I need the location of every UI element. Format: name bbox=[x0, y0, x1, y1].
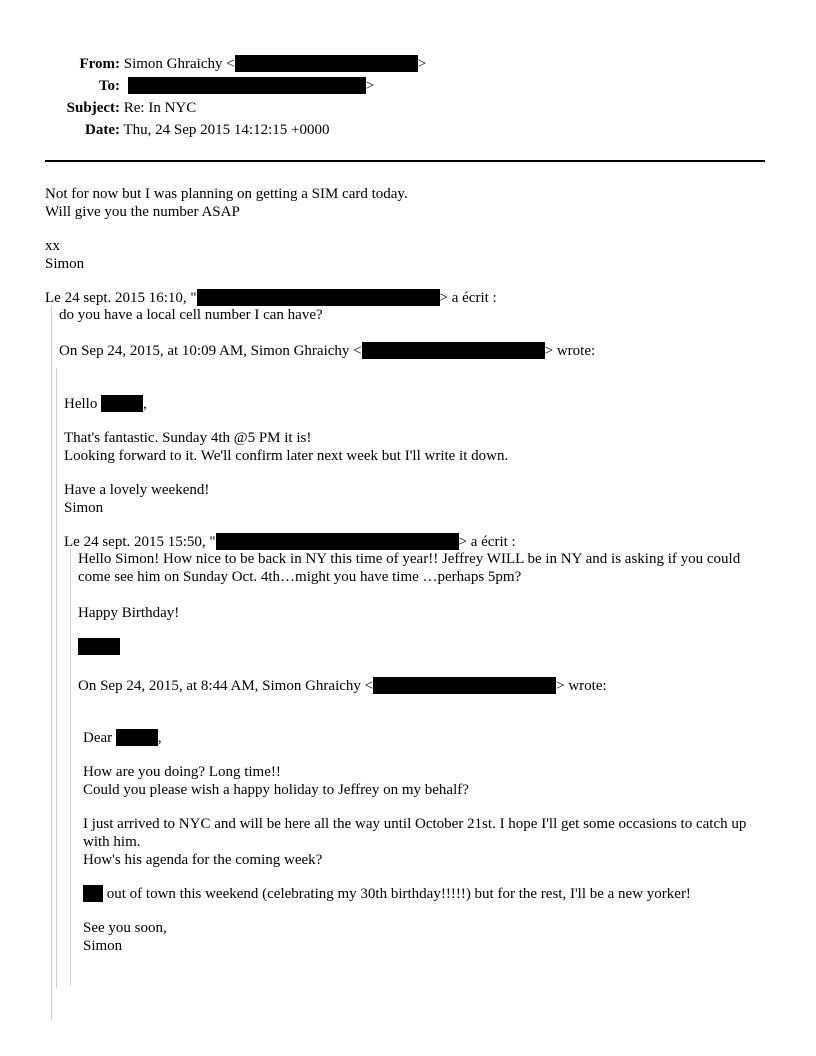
redacted-signature-name bbox=[78, 638, 120, 655]
quote-4-line-2: Could you please wish a happy holiday to Jeffrey on my behalf? bbox=[83, 782, 469, 798]
redacted-recipient-name-2 bbox=[116, 729, 158, 746]
quote-4-line-1: How are you doing? Long time!! bbox=[83, 764, 281, 780]
quote-3-happy-birthday: Happy Birthday! bbox=[78, 605, 180, 621]
quote-3-wrote-prefix: On Sep 24, 2015, at 8:44 AM, Simon Ghraichy < bbox=[78, 678, 374, 694]
quote-4-dear-word: Dear bbox=[83, 730, 113, 746]
date-text: Thu, 24 Sep 2015 14:12:15 +0000 bbox=[123, 122, 330, 138]
subject-text: Re: In NYC bbox=[123, 100, 197, 116]
redacted-from-email bbox=[235, 55, 418, 72]
quote-1-wrote bbox=[59, 342, 595, 360]
redacted-simon-email-2 bbox=[373, 677, 556, 694]
from-row bbox=[45, 55, 426, 73]
quote-1-body: do you have a local cell number I can have? bbox=[59, 307, 323, 323]
quote-1-bar bbox=[51, 306, 52, 1020]
to-row bbox=[45, 77, 374, 95]
reply-line-2: Will give you the number ASAP bbox=[45, 204, 240, 220]
quote-3-wrote-suffix: > wrote: bbox=[556, 678, 607, 694]
quote-3-paragraph-1: Hello Simon! How nice to be back in NY this time of year!! Jeffrey WILL be in NY and is asking if you could come see him on Sunday Oct. 4th…might you have time …perhaps 5pm? bbox=[78, 551, 741, 585]
quote-2-attribution-prefix: Le 24 sept. 2015 15:50, " bbox=[64, 534, 216, 550]
redacted-simon-email-1 bbox=[362, 342, 545, 359]
subject-row bbox=[45, 99, 196, 117]
quote-1-attribution bbox=[45, 289, 497, 307]
quote-1-wrote-prefix: On Sep 24, 2015, at 10:09 AM, Simon Ghraichy < bbox=[59, 343, 362, 359]
quote-3-bar bbox=[70, 550, 71, 986]
quote-2-attribution-suffix: > a écrit : bbox=[458, 534, 516, 550]
subject-label: Subject: bbox=[66, 100, 120, 116]
quote-4-line-5-text: out of town this weekend (celebrating my 30th birthday!!!!!) but for the rest, I'll be a new yorker! bbox=[106, 886, 691, 902]
redacted-sender-2 bbox=[216, 533, 459, 550]
header-divider bbox=[45, 160, 765, 162]
redacted-to-email bbox=[128, 77, 366, 94]
quote-4-line-6: See you soon, bbox=[83, 920, 167, 936]
from-close: > bbox=[417, 56, 427, 72]
quote-2-line-3: Have a lovely weekend! bbox=[64, 482, 210, 498]
quote-2-hello-word: Hello bbox=[64, 396, 98, 412]
quote-4-line-7: Simon bbox=[83, 938, 123, 954]
to-close: > bbox=[365, 78, 375, 94]
quote-1-attribution-prefix: Le 24 sept. 2015 16:10, " bbox=[45, 290, 197, 306]
from-label: From: bbox=[79, 56, 120, 72]
quote-2-attribution bbox=[64, 533, 516, 551]
quote-4-line-5 bbox=[83, 885, 691, 903]
quote-1-attribution-suffix: > a écrit : bbox=[439, 290, 497, 306]
quote-2-line-1: That's fantastic. Sunday 4th @5 PM it is! bbox=[64, 430, 312, 446]
quote-2-bar bbox=[56, 368, 57, 988]
quote-3-signature bbox=[78, 638, 120, 656]
from-name: Simon Ghraichy < bbox=[123, 56, 235, 72]
quote-2-hello-comma: , bbox=[143, 396, 147, 412]
quote-4-dear bbox=[83, 729, 162, 747]
quote-4-line-4: How's his agenda for the coming week? bbox=[83, 852, 323, 868]
quote-3-wrote bbox=[78, 677, 607, 695]
redacted-recipient-name-1 bbox=[101, 395, 143, 412]
quote-1-wrote-suffix: > wrote: bbox=[544, 343, 596, 359]
redacted-sender-1 bbox=[197, 289, 440, 306]
reply-line-1: Not for now but I was planning on getting a SIM card today. bbox=[45, 186, 408, 202]
quote-4-paragraph-3: I just arrived to NYC and will be here all the way until October 21st. I hope I'll get some occasions to catch up with him. bbox=[83, 816, 747, 850]
reply-sign-xx: xx bbox=[45, 238, 60, 254]
redacted-word bbox=[83, 885, 103, 902]
reply-sign-name: Simon bbox=[45, 256, 85, 272]
quote-4-dear-comma: , bbox=[157, 730, 162, 746]
quote-2-line-4: Simon bbox=[64, 500, 104, 516]
date-label: Date: bbox=[85, 122, 120, 138]
date-row bbox=[45, 121, 329, 139]
quote-2-hello bbox=[64, 395, 147, 413]
quote-2-line-2: Looking forward to it. We'll confirm later next week but I'll write it down. bbox=[64, 448, 509, 464]
to-label: To: bbox=[98, 78, 120, 94]
